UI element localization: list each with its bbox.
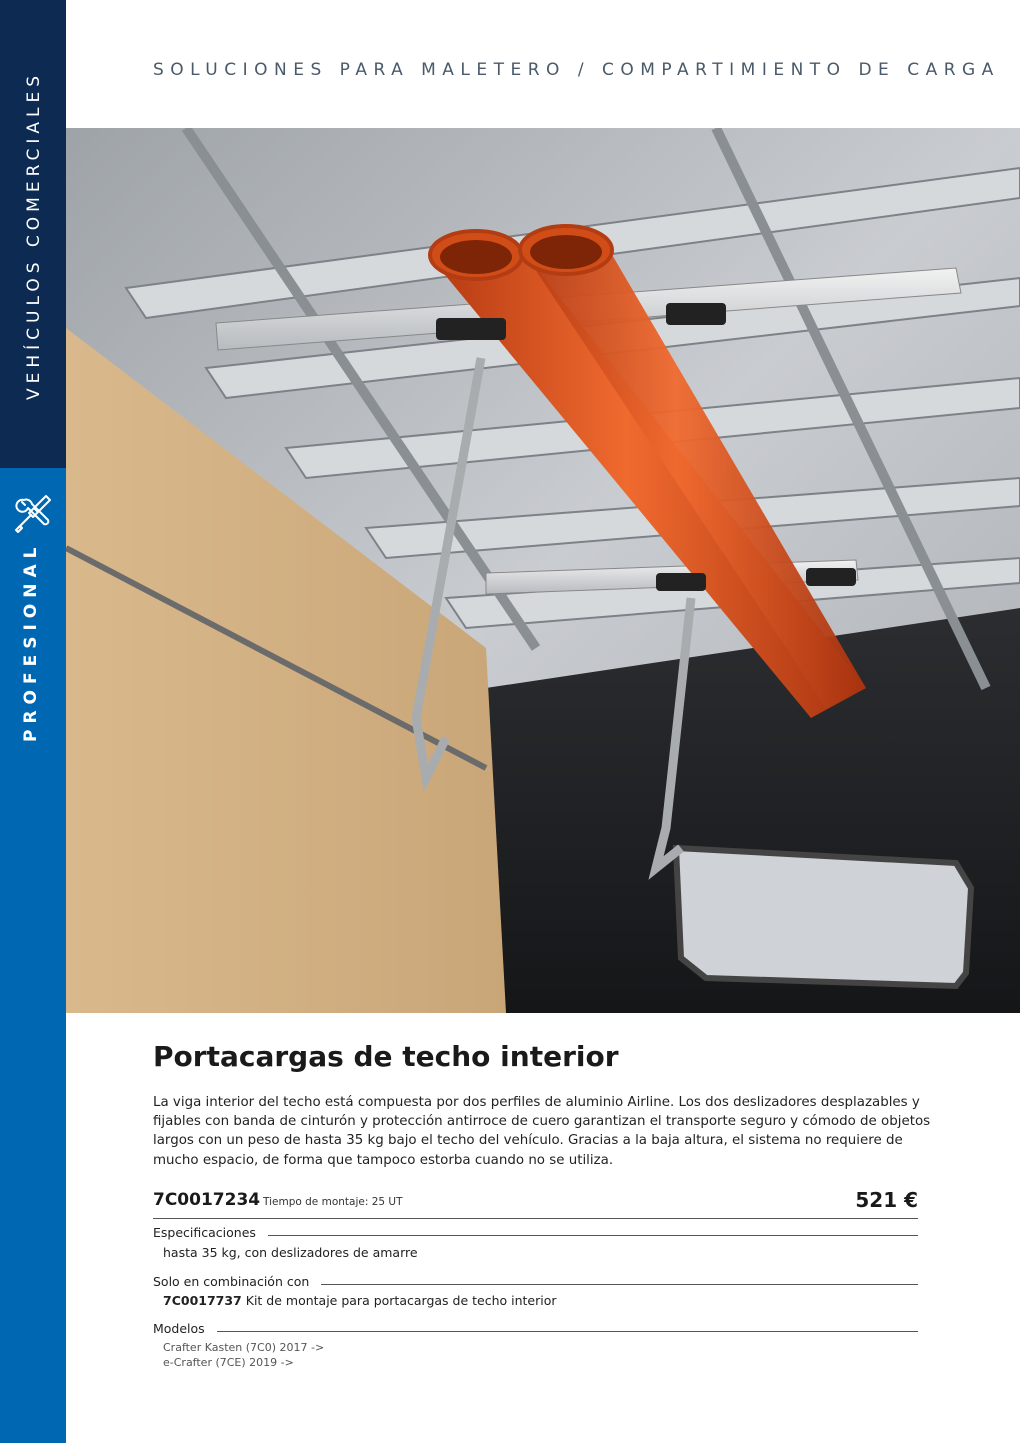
models-list: [163, 1341, 324, 1370]
combination-label: Solo en combinación con: [153, 1274, 321, 1289]
model-item: e-Crafter (7CE) 2019 ->: [163, 1355, 294, 1369]
specs-value: hasta 35 kg, con deslizadores de amarre: [163, 1245, 418, 1260]
product-photo: [66, 128, 1020, 1013]
models-label: Modelos: [153, 1321, 217, 1336]
section-label-vehiculos: VEHÍCULOS COMERCIALES: [24, 70, 44, 400]
models-section: [153, 1321, 918, 1339]
tools-icon: [12, 492, 54, 534]
section-label-profesional: PROFESIONAL: [21, 541, 41, 742]
product-code: 7C0017234: [153, 1190, 261, 1210]
sidebar: [0, 0, 66, 1443]
model-item: Crafter Kasten (7C0) 2017 ->: [163, 1341, 325, 1354]
code-row: [153, 1188, 918, 1219]
combination-section: [153, 1274, 918, 1292]
divider: [153, 1331, 918, 1332]
price: 521 €: [855, 1188, 918, 1212]
combination-item: [163, 1293, 557, 1308]
product-description: La viga interior del techo está compuesta por dos perfiles de aluminio Airline. Los dos deslizadores desplazables y fijables con banda de cinturón y protección antirroce de cuero garantizan el transporte seguro y cómodo de objetos largos con un peso de hasta 35 kg bajo el techo del vehículo. Gracias a la baja altura, el sistema no requiere de mucho espacio, de forma que tampoco estorba cuando no se utiliza.: [153, 1095, 931, 1168]
product-title: Portacargas de techo interior: [153, 1040, 619, 1073]
mounting-time: Tiempo de montaje: 25 UT: [263, 1196, 403, 1208]
combination-text: Kit de montaje para portacargas de techo interior: [245, 1293, 557, 1308]
specs-label: Especificaciones: [153, 1225, 268, 1240]
specs-section: [153, 1225, 918, 1243]
page-header: SOLUCIONES PARA MALETERO / COMPARTIMIENTO DE CARGA: [153, 60, 1000, 80]
combination-code: 7C0017737: [163, 1293, 242, 1308]
